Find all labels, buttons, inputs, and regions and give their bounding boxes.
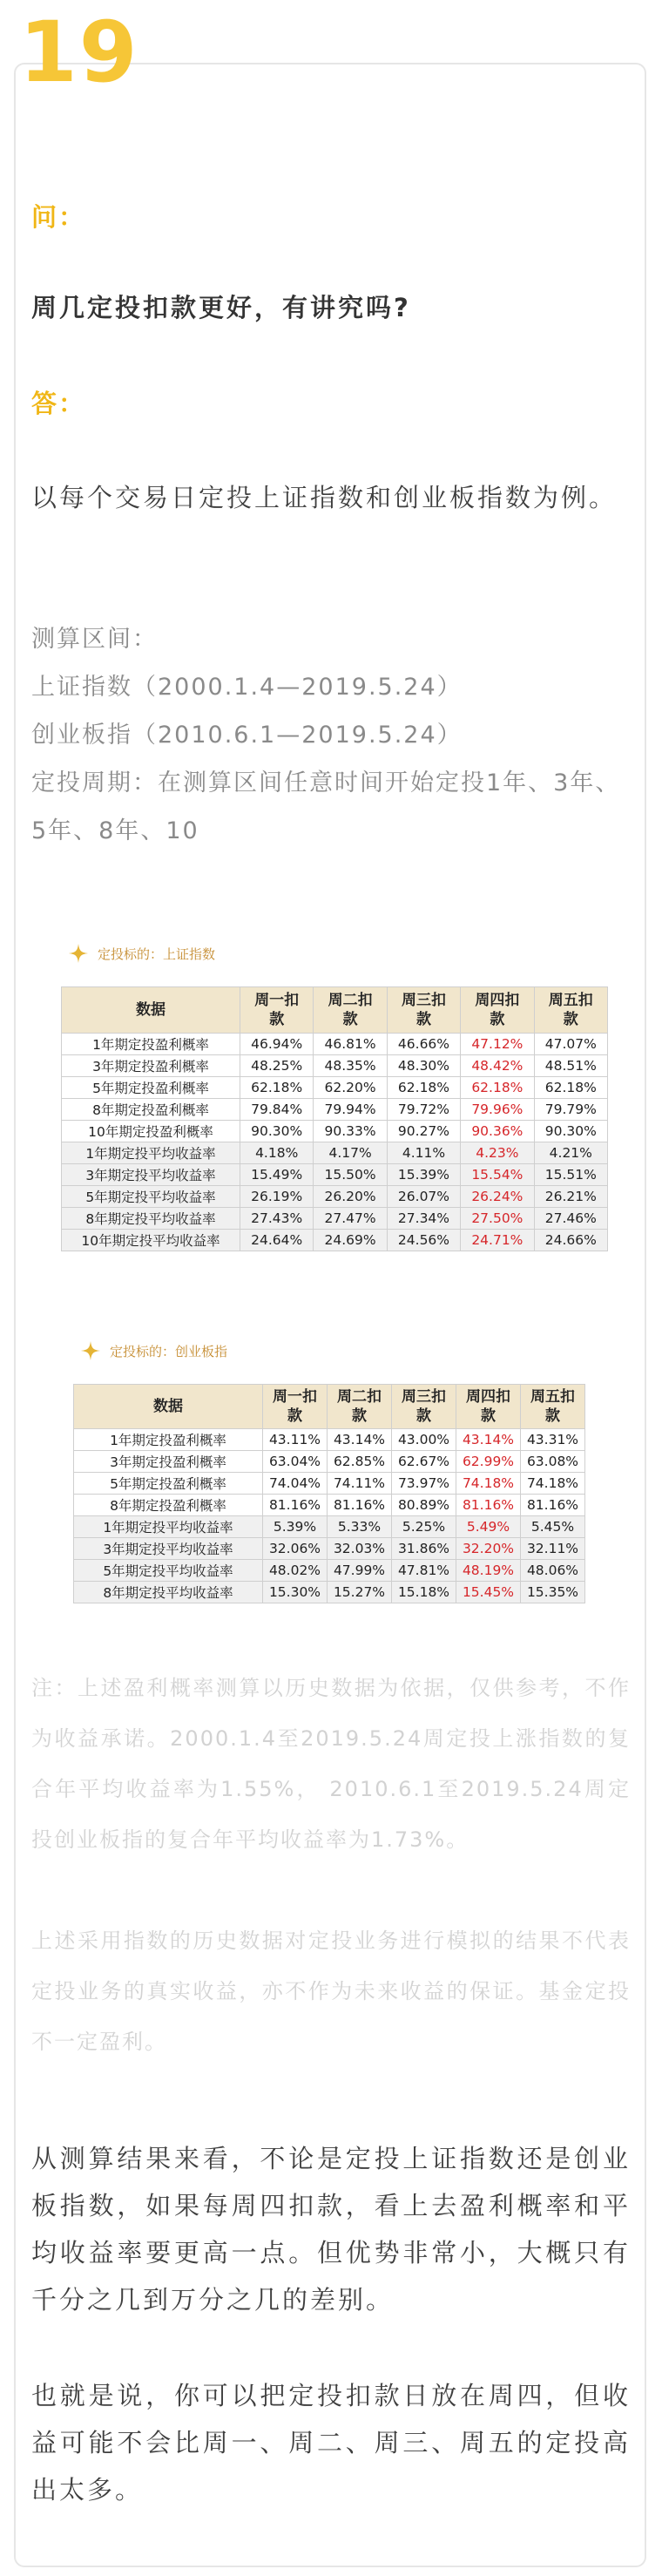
table-cell: 15.18% (392, 1582, 456, 1603)
row-label: 5年期定投盈利概率 (74, 1473, 263, 1495)
disclaimer-note-2: 上述采用指数的历史数据对定投业务进行模拟的结果不代表定投业务的真实收益，亦不作为未来收益的保证。基金定投不一定盈利。 (31, 1929, 631, 2054)
table-cell: 15.51% (534, 1164, 607, 1186)
row-label: 5年期定投平均收益率 (74, 1560, 263, 1582)
calc-cy-range: 创业板指（2010.6.1—2019.5.24） (31, 722, 463, 749)
table-cell: 26.07% (387, 1186, 460, 1208)
table-cell: 48.02% (263, 1560, 328, 1582)
sparkle-icon (68, 943, 89, 964)
conclusion-paragraph-1: 从测算结果来看，不论是定投上证指数还是创业板指数，如果每周四扣款，看上去盈利概率和平均收益率要更高一点。但优势非常小，大概只有千分之几到万分之几的差别。 (31, 2144, 631, 2315)
row-label: 10年期定投平均收益率 (62, 1230, 240, 1251)
table-cell: 32.11% (521, 1538, 585, 1560)
table-row (74, 1429, 585, 1451)
table-cell: 5.39% (263, 1516, 328, 1538)
table-cell: 90.30% (240, 1121, 314, 1142)
calc-range-label: 测算区间： (31, 626, 158, 653)
table-cell: 43.14% (456, 1429, 521, 1451)
table-cell: 5.45% (521, 1516, 585, 1538)
table-cell: 48.51% (534, 1055, 607, 1077)
row-label: 1年期定投平均收益率 (74, 1516, 263, 1538)
column-header: 周四扣款 (456, 1385, 521, 1429)
conclusion-paragraph-2: 也就是说，你可以把定投扣款日放在周四，但收益可能不会比周一、周二、周三、周五的定投高出太多。 (31, 2381, 631, 2505)
table-cell: 43.14% (328, 1429, 392, 1451)
table2 (73, 1384, 585, 1603)
table-cell: 63.04% (263, 1451, 328, 1473)
table-cell: 27.50% (461, 1208, 534, 1230)
table-cell: 47.81% (392, 1560, 456, 1582)
table-cell: 4.21% (534, 1142, 607, 1164)
answer-label: 答： (31, 389, 86, 418)
table-cell: 26.20% (314, 1186, 387, 1208)
row-label: 8年期定投平均收益率 (74, 1582, 263, 1603)
row-label: 1年期定投平均收益率 (62, 1142, 240, 1164)
calc-sh-range: 上证指数（2000.1.4—2019.5.24） (31, 674, 463, 701)
table-row (74, 1451, 585, 1473)
calc-period: 定投周期：在测算区间任意时间开始定投1年、3年、5年、8年、10 (31, 769, 621, 844)
table1-header-data: 数据 (62, 987, 240, 1034)
table-cell: 62.18% (240, 1077, 314, 1099)
row-label: 5年期定投盈利概率 (62, 1077, 240, 1099)
table-cell: 32.06% (263, 1538, 328, 1560)
row-label: 3年期定投平均收益率 (74, 1538, 263, 1560)
table-cell: 5.25% (392, 1516, 456, 1538)
table-cell: 48.35% (314, 1055, 387, 1077)
column-header: 周五扣款 (521, 1385, 585, 1429)
table-cell: 31.86% (392, 1538, 456, 1560)
table-cell: 79.72% (387, 1099, 460, 1121)
table-cell: 15.27% (328, 1582, 392, 1603)
table-cell: 47.07% (534, 1034, 607, 1055)
table-cell: 79.84% (240, 1099, 314, 1121)
table-cell: 47.12% (461, 1034, 534, 1055)
table-cell: 32.20% (456, 1538, 521, 1560)
table-cell: 62.20% (314, 1077, 387, 1099)
table-cell: 73.97% (392, 1473, 456, 1495)
table-cell: 79.94% (314, 1099, 387, 1121)
table-cell: 27.43% (240, 1208, 314, 1230)
question-label: 问： (31, 202, 86, 232)
table-cell: 15.39% (387, 1164, 460, 1186)
table-cell: 4.17% (314, 1142, 387, 1164)
table-cell: 48.19% (456, 1560, 521, 1582)
table2-title-text: 定投标的：创业板指 (110, 1343, 228, 1359)
row-label: 8年期定投平均收益率 (62, 1208, 240, 1230)
table-cell: 74.04% (263, 1473, 328, 1495)
table-cell: 24.71% (461, 1230, 534, 1251)
table-cell: 48.42% (461, 1055, 534, 1077)
table-cell: 15.45% (456, 1582, 521, 1603)
table-row (62, 1208, 608, 1230)
table-cell: 79.96% (461, 1099, 534, 1121)
badge-number: 19 (19, 3, 139, 101)
table1-title (68, 943, 215, 964)
table-cell: 5.33% (328, 1516, 392, 1538)
table-cell: 90.33% (314, 1121, 387, 1142)
table-row (62, 1230, 608, 1251)
row-label: 8年期定投盈利概率 (62, 1099, 240, 1121)
column-header: 周三扣款 (387, 987, 460, 1034)
table-row (74, 1538, 585, 1560)
table-row (62, 1077, 608, 1099)
row-label: 1年期定投盈利概率 (62, 1034, 240, 1055)
table-row (62, 1142, 608, 1164)
row-label: 10年期定投盈利概率 (62, 1121, 240, 1142)
table-cell: 62.85% (328, 1451, 392, 1473)
table-cell: 74.18% (521, 1473, 585, 1495)
table-cell: 27.47% (314, 1208, 387, 1230)
table-cell: 81.16% (263, 1495, 328, 1516)
table-cell: 90.27% (387, 1121, 460, 1142)
table-cell: 74.11% (328, 1473, 392, 1495)
row-label: 8年期定投盈利概率 (74, 1495, 263, 1516)
column-header: 周二扣款 (314, 987, 387, 1034)
table-cell: 48.30% (387, 1055, 460, 1077)
table-cell: 81.16% (328, 1495, 392, 1516)
row-label: 3年期定投盈利概率 (74, 1451, 263, 1473)
table-cell: 80.89% (392, 1495, 456, 1516)
column-header: 周五扣款 (534, 987, 607, 1034)
column-header: 周四扣款 (461, 987, 534, 1034)
table-cell: 81.16% (456, 1495, 521, 1516)
table-cell: 24.56% (387, 1230, 460, 1251)
table-cell: 47.99% (328, 1560, 392, 1582)
table2-title (80, 1340, 227, 1361)
table-cell: 46.94% (240, 1034, 314, 1055)
table1 (61, 986, 608, 1251)
table-cell: 24.69% (314, 1230, 387, 1251)
table-cell: 15.54% (461, 1164, 534, 1186)
table-cell: 63.08% (521, 1451, 585, 1473)
table-cell: 62.67% (392, 1451, 456, 1473)
table-cell: 62.18% (387, 1077, 460, 1099)
table-cell: 62.99% (456, 1451, 521, 1473)
table-row (74, 1582, 585, 1603)
table1-title-text: 定投标的：上证指数 (98, 946, 216, 962)
table-cell: 15.49% (240, 1164, 314, 1186)
table-cell: 27.34% (387, 1208, 460, 1230)
table-row (74, 1473, 585, 1495)
table2-header-data: 数据 (74, 1385, 263, 1429)
table-cell: 48.25% (240, 1055, 314, 1077)
column-header: 周二扣款 (328, 1385, 392, 1429)
table-cell: 79.79% (534, 1099, 607, 1121)
table-cell: 43.11% (263, 1429, 328, 1451)
table-row (74, 1495, 585, 1516)
column-header: 周三扣款 (392, 1385, 456, 1429)
disclaimer-note-1: 注：上述盈利概率测算以历史数据为依据，仅供参考，不作为收益承诺。2000.1.4至2019.5.24周定投上涨指数的复合年平均收益率为1.55%， 2010.6.1至2019.5.24周定投创业板指的复合年平均收益率为1.73%。 (31, 1676, 631, 1852)
table-cell: 74.18% (456, 1473, 521, 1495)
table-cell: 26.21% (534, 1186, 607, 1208)
sparkle-icon (80, 1340, 101, 1361)
table-cell: 90.30% (534, 1121, 607, 1142)
table-cell: 81.16% (521, 1495, 585, 1516)
table-row (62, 1034, 608, 1055)
row-label: 1年期定投盈利概率 (74, 1429, 263, 1451)
table-cell: 4.18% (240, 1142, 314, 1164)
row-label: 5年期定投平均收益率 (62, 1186, 240, 1208)
table-row (62, 1121, 608, 1142)
table-cell: 26.19% (240, 1186, 314, 1208)
table-cell: 24.66% (534, 1230, 607, 1251)
column-header: 周一扣款 (263, 1385, 328, 1429)
row-label: 3年期定投平均收益率 (62, 1164, 240, 1186)
table-row (62, 1186, 608, 1208)
table-row (62, 1055, 608, 1077)
table-cell: 15.35% (521, 1582, 585, 1603)
table-cell: 43.31% (521, 1429, 585, 1451)
question-text: 周几定投扣款更好，有讲究吗? (31, 293, 411, 322)
table-cell: 62.18% (534, 1077, 607, 1099)
table-cell: 24.64% (240, 1230, 314, 1251)
table-cell: 5.49% (456, 1516, 521, 1538)
table-cell: 4.11% (387, 1142, 460, 1164)
table-row (62, 1099, 608, 1121)
table-cell: 46.81% (314, 1034, 387, 1055)
table-cell: 15.50% (314, 1164, 387, 1186)
table-cell: 62.18% (461, 1077, 534, 1099)
table-cell: 26.24% (461, 1186, 534, 1208)
table-cell: 32.03% (328, 1538, 392, 1560)
table-cell: 43.00% (392, 1429, 456, 1451)
table-cell: 27.46% (534, 1208, 607, 1230)
table-cell: 46.66% (387, 1034, 460, 1055)
table-cell: 48.06% (521, 1560, 585, 1582)
table-row (62, 1164, 608, 1186)
table-cell: 15.30% (263, 1582, 328, 1603)
table-cell: 90.36% (461, 1121, 534, 1142)
intro-paragraph: 以每个交易日定投上证指数和创业板指数为例。 (31, 483, 618, 512)
table-row (74, 1516, 585, 1538)
row-label: 3年期定投盈利概率 (62, 1055, 240, 1077)
column-header: 周一扣款 (240, 987, 314, 1034)
table-cell: 4.23% (461, 1142, 534, 1164)
table-row (74, 1560, 585, 1582)
